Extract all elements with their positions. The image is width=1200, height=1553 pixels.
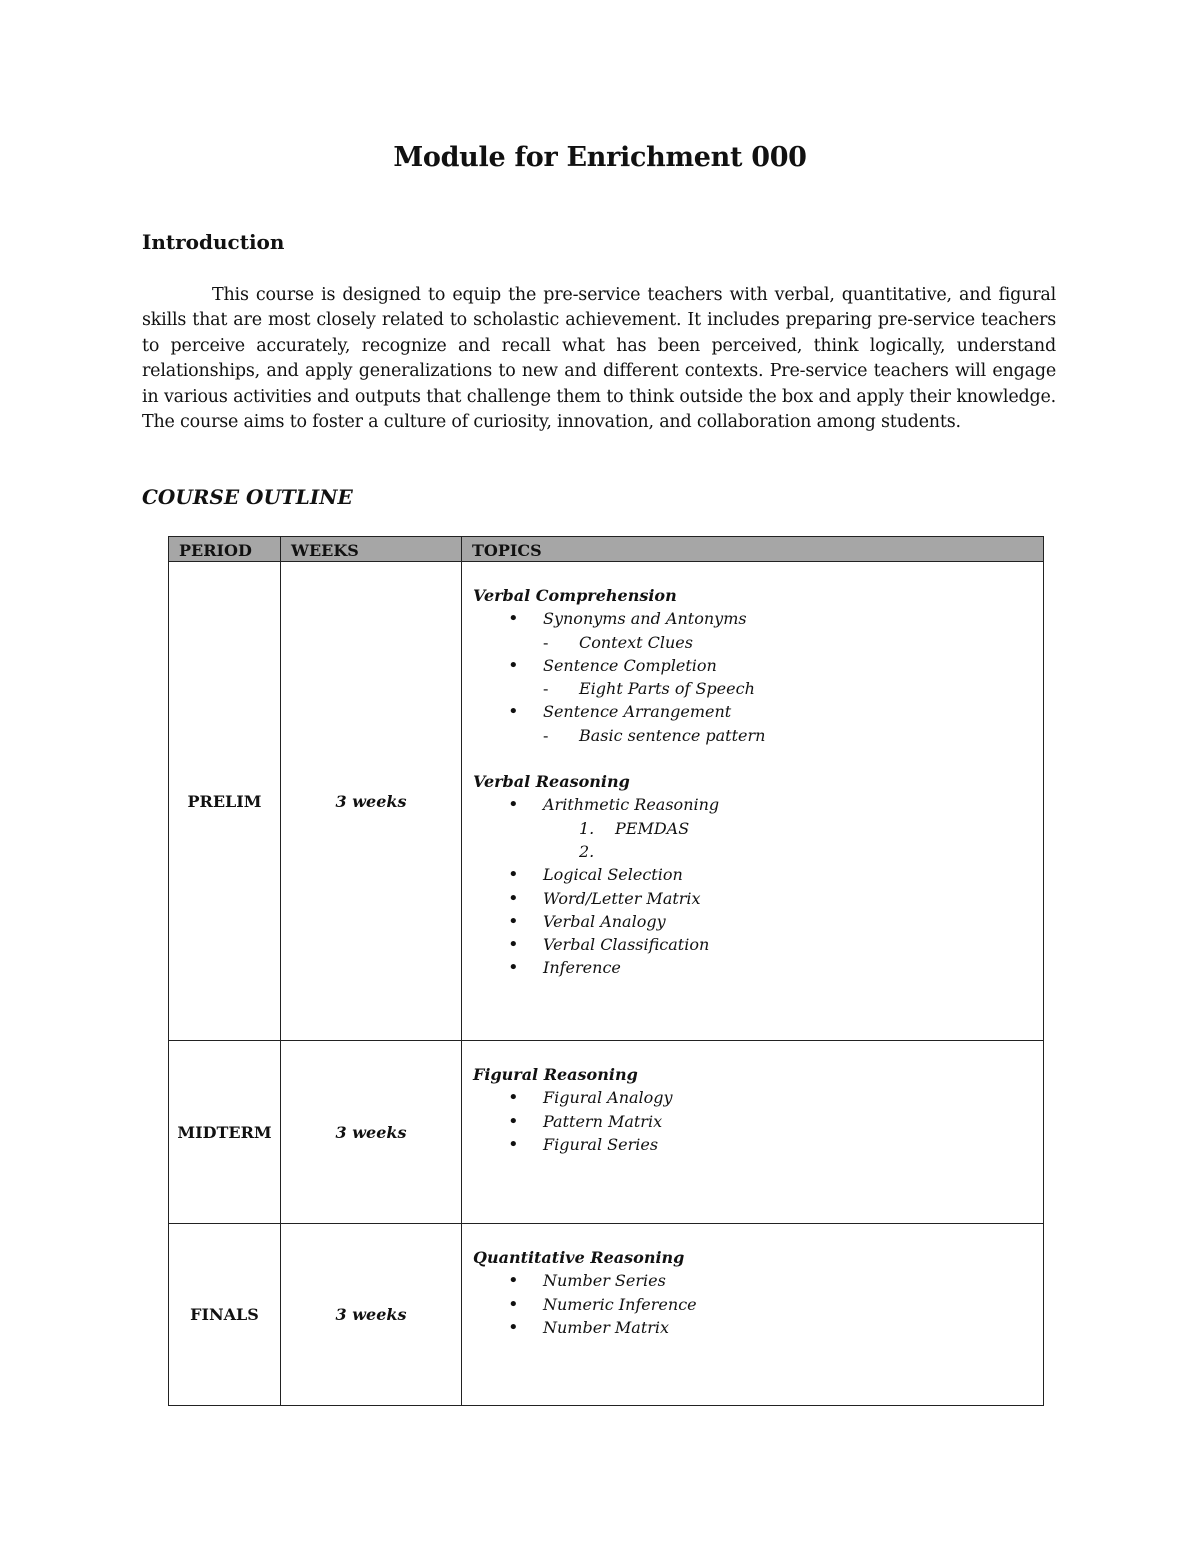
period-cell: PRELIM [169,562,281,1041]
list-item: • Figural Series [473,1133,1033,1156]
column-header-topics: TOPICS [462,537,1044,562]
list-item: • Number Matrix [473,1316,1033,1339]
period-cell: MIDTERM [169,1041,281,1224]
table-row [169,1224,1044,1406]
course-outline-heading: COURSE OUTLINE [142,485,353,509]
topic-group-title: Verbal Comprehension [473,586,677,605]
topic-group [473,1246,1033,1339]
list-item: • Numeric Inference [473,1293,1033,1316]
topic-label: Arithmetic Reasoning [543,795,720,815]
subtopic-item: - Context Clues [543,631,1033,654]
item-number: 2. [579,841,595,861]
item-text: PEMDAS [615,818,690,838]
list-item [473,654,1033,701]
topic-group-title: Figural Reasoning [473,1065,638,1084]
list-item [473,793,1033,863]
topic-label: Synonyms and Antonyms [543,609,747,629]
period-cell: FINALS [169,1224,281,1406]
topics-cell [462,1041,1044,1224]
list-item: • Word/Letter Matrix [473,887,1033,910]
list-item [473,700,1033,747]
topic-group-title: Quantitative Reasoning [473,1248,685,1267]
list-item [473,607,1033,654]
topics-cell [462,562,1044,1041]
item-number: 1. [579,818,595,838]
subtopic-item: - Eight Parts of Speech [543,677,1033,700]
weeks-cell: 3 weeks [281,1224,462,1406]
introduction-paragraph: This course is designed to equip the pre-service teachers with verbal, quantitative, and figural skills that are most closely related to scholastic achievement. It includes preparing pre-service teachers to perceive accurately, recognize and recall what has been perceived, think logically, understand relationships, and apply generalizations to new and different contexts. Pre-service teachers will engage in various activities and outputs that challenge them to think outside the box and apply their knowledge. The course aims to foster a culture of curiosity, innovation, and collaboration among students. [142,285,1056,433]
course-outline-table [168,536,1044,1406]
page-title: Module for Enrichment 000 [393,142,807,173]
topic-group [473,770,1033,980]
table-row [169,1041,1044,1224]
topic-list [473,607,1033,747]
list-item: • Verbal Analogy [473,910,1033,933]
subtopic-list [543,631,1033,654]
list-item: • Verbal Classification [473,933,1033,956]
introduction-heading: Introduction [142,230,285,254]
list-item: • Figural Analogy [473,1086,1033,1109]
numbered-item [579,817,1033,840]
weeks-cell: 3 weeks [281,562,462,1041]
list-item: • Inference [473,956,1033,979]
numbered-item [579,840,1033,863]
table-header-row [169,537,1044,562]
list-item: • Number Series [473,1269,1033,1292]
subtopic-list [543,724,1033,747]
topics-cell [462,1224,1044,1406]
subtopic-list [543,677,1033,700]
topic-label: Sentence Completion [543,655,717,675]
topic-group [473,584,1033,747]
column-header-period: PERIOD [169,537,281,562]
list-item: • Logical Selection [473,863,1033,886]
subtopic-item: - Basic sentence pattern [543,724,1033,747]
topic-group [473,1063,1033,1156]
list-item: • Pattern Matrix [473,1110,1033,1133]
topic-list [473,1086,1033,1156]
numbered-list [543,817,1033,864]
table-row [169,562,1044,1041]
topic-label: Sentence Arrangement [543,702,732,722]
topic-group-title: Verbal Reasoning [473,772,630,792]
topic-list [473,1269,1033,1339]
topic-list [473,793,1033,979]
column-header-weeks: WEEKS [281,537,462,562]
weeks-cell: 3 weeks [281,1041,462,1224]
